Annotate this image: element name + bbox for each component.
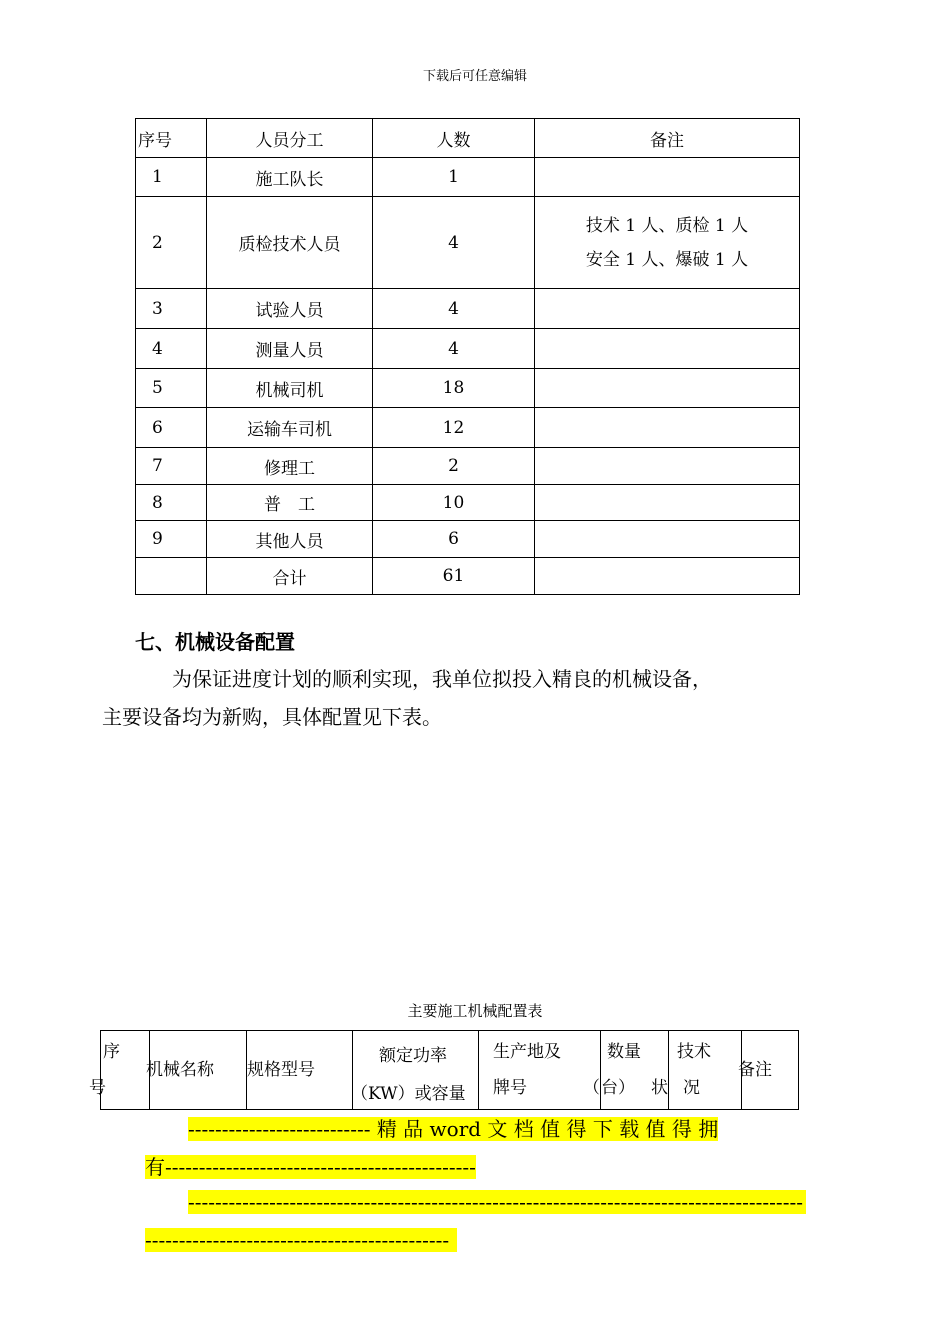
staff-cell-no: 2 <box>136 197 207 289</box>
staff-cell-no: 9 <box>136 521 207 558</box>
page-header: 下载后可任意编辑 <box>422 69 527 84</box>
equip-header-tech <box>669 1031 742 1110</box>
staff-cell-note <box>535 158 800 197</box>
staff-cell-count: 18 <box>373 369 535 408</box>
equip-header-note <box>738 1031 799 1110</box>
staff-row <box>136 289 800 329</box>
staff-cell-role: 运输车司机 <box>207 408 373 448</box>
staff-cell-count: 6 <box>373 521 535 558</box>
equip-header-name-text: 机械名称 <box>146 1060 214 1080</box>
equip-header-qty <box>601 1031 669 1110</box>
header-cell-count: 人数 <box>373 119 535 158</box>
staff-row <box>136 158 800 197</box>
staff-cell-no: 4 <box>136 329 207 369</box>
equip-header-tech-line2: 况 <box>683 1078 700 1098</box>
staff-cell-note <box>535 289 800 329</box>
staff-cell-role: 质检技术人员 <box>207 197 373 289</box>
equip-header-no-line2: 号 <box>89 1078 106 1098</box>
equip-header-origin-line1: 生产地及 <box>493 1042 561 1062</box>
paragraph-line-1: 为保证进度计划的顺利实现，我单位拟投入精良的机械设备， <box>172 667 712 691</box>
equip-header-power-line2: （KW）或容量 <box>351 1084 466 1104</box>
staff-cell-count: 61 <box>373 558 535 595</box>
equip-header-origin <box>479 1031 601 1110</box>
staff-cell-note <box>535 369 800 408</box>
staff-cell-count: 1 <box>373 158 535 197</box>
staff-cell-count: 2 <box>373 448 535 485</box>
staff-cell-note <box>535 408 800 448</box>
equipment-table <box>89 1030 799 1110</box>
footer-line-3-text: ------------------------------------------------------------------------------------------- <box>188 1190 806 1214</box>
section-paragraph <box>102 660 792 736</box>
staff-cell-count: 4 <box>373 329 535 369</box>
equip-header-model-text: 规格型号 <box>247 1060 315 1080</box>
equip-header-qty-line2: 台） <box>601 1078 635 1098</box>
equip-table-caption: 主要施工机械配置表 <box>407 1002 543 1020</box>
equip-header-row <box>101 1031 799 1110</box>
staff-cell-count: 4 <box>373 289 535 329</box>
staff-cell-no: 7 <box>136 448 207 485</box>
staff-note-line: 安全 1 人、爆破 1 人 <box>585 249 749 270</box>
staff-cell-note <box>535 521 800 558</box>
paragraph-line-2: 主要设备均为新购，具体配置见下表。 <box>102 705 442 729</box>
staff-header-row <box>136 119 800 158</box>
staff-cell-role: 机械司机 <box>207 369 373 408</box>
equip-header-qty-line3: 状 <box>651 1078 668 1098</box>
staff-row <box>136 558 800 595</box>
footer-line-1 <box>188 1113 718 1142</box>
equip-header-power <box>353 1031 479 1110</box>
header-cell-no: 序号 <box>136 119 207 158</box>
staff-cell-count: 10 <box>373 485 535 521</box>
equip-header-origin-line2: 牌号 <box>493 1078 527 1098</box>
header-cell-note: 备注 <box>535 119 800 158</box>
equip-header-qty-line1: 数量 <box>607 1042 641 1062</box>
staff-cell-no: 8 <box>136 485 207 521</box>
equip-header-power-line1: 额定功率 <box>379 1046 447 1066</box>
staff-cell-no: 1 <box>136 158 207 197</box>
staff-row <box>136 521 800 558</box>
staff-cell-note <box>535 329 800 369</box>
staff-cell-role: 其他人员 <box>207 521 373 558</box>
staff-row <box>136 197 800 289</box>
staff-cell-role: 普 工 <box>207 485 373 521</box>
staff-row <box>136 448 800 485</box>
staff-table-body <box>136 119 800 595</box>
footer-line-2 <box>145 1151 476 1180</box>
staff-cell-role: 试验人员 <box>207 289 373 329</box>
staff-row <box>136 485 800 521</box>
staff-cell-no <box>136 558 207 595</box>
staff-cell-no: 6 <box>136 408 207 448</box>
header-cell-role: 人员分工 <box>207 119 373 158</box>
staff-note-line: 技术 1 人、质检 1 人 <box>585 215 749 236</box>
footer-line-2-text: 有---------------------------------------------- <box>145 1155 476 1179</box>
staff-cell-role: 修理工 <box>207 448 373 485</box>
staff-cell-count: 12 <box>373 408 535 448</box>
equip-header-model <box>247 1031 353 1110</box>
equip-header-tech-line1: 技术 <box>677 1042 711 1062</box>
equip-header-no <box>89 1031 150 1110</box>
footer-line-3 <box>188 1190 806 1214</box>
staff-table <box>135 118 800 595</box>
staff-cell-note <box>535 197 800 289</box>
footer-line-4-text: --------------------------------------------- <box>145 1228 457 1252</box>
staff-row <box>136 369 800 408</box>
staff-cell-count: 4 <box>373 197 535 289</box>
staff-row <box>136 408 800 448</box>
equip-header-origin-paren: （ <box>583 1078 600 1098</box>
staff-cell-note <box>535 448 800 485</box>
equip-header-no-line1: 序 <box>103 1042 120 1062</box>
staff-cell-role: 施工队长 <box>207 158 373 197</box>
equip-header-note-text: 备注 <box>738 1060 772 1080</box>
staff-row <box>136 329 800 369</box>
staff-cell-no: 3 <box>136 289 207 329</box>
equip-header-name <box>146 1031 247 1110</box>
footer-line-4 <box>145 1228 457 1252</box>
staff-cell-note <box>535 558 800 595</box>
staff-cell-note <box>535 485 800 521</box>
staff-cell-role: 合计 <box>207 558 373 595</box>
section-heading: 七、机械设备配置 <box>135 630 295 654</box>
staff-cell-no: 5 <box>136 369 207 408</box>
footer-line-1-text: --------------------------- 精 品 word 文 档 值 得 下 载 值 得 拥 <box>188 1117 719 1141</box>
staff-cell-role: 测量人员 <box>207 329 373 369</box>
